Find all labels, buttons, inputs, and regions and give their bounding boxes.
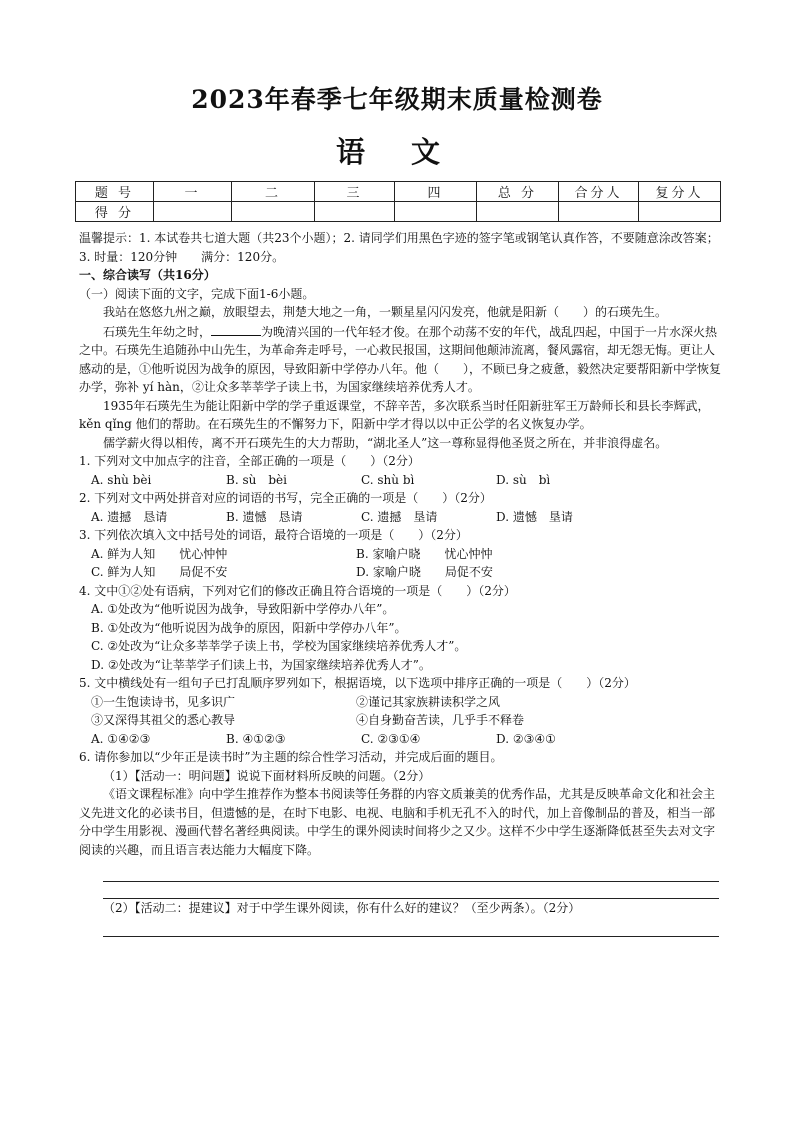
question-3-options-row-2 <box>79 563 721 582</box>
notice-text: 温馨提示：1. 本试卷共七道大题（共23个小题）；2. 请同学们用黑色字迹的签字笔或钢笔认真作答，不要随意涂改答案；3. 时量：120分钟 满分：120分。 <box>79 231 719 264</box>
option: B. ④①②③ <box>226 731 286 746</box>
score-header-cell: 复分人 <box>639 182 721 202</box>
question-5-items-row-1 <box>79 693 721 712</box>
answer-line[interactable] <box>103 865 719 882</box>
option: D. 遗憾 垦请 <box>496 509 573 524</box>
score-cell[interactable] <box>477 202 559 222</box>
question-2: 2. 下列对文中两处拼音对应的词语的书写，完全正确的一项是（ ）（2分） <box>79 491 492 505</box>
question-5-options <box>79 730 721 749</box>
question-2-options <box>79 508 721 527</box>
question-1: 1. 下列对文中加点字的注音，全部正确的一项是（ ）（2分） <box>79 454 420 468</box>
score-header-cell: 三 <box>315 182 395 202</box>
option: D. ②③④① <box>496 731 556 746</box>
sentence-item: ④自身勤奋苦读，几乎手不释卷 <box>356 713 525 727</box>
passage-paragraph-2 <box>79 322 721 397</box>
score-header-cell: 一 <box>154 182 232 202</box>
exam-title: 2023年春季七年级期末质量检测卷 <box>191 85 603 114</box>
question-6: 6. 请你参加以“少年正是读书时”为主题的综合性学习活动，并完成后面的题目。 <box>79 750 503 764</box>
option: A. 鲜为人知 忧心忡忡 <box>91 546 228 561</box>
score-table-score-row <box>76 202 721 222</box>
option: D. ②处改为“让莘莘学子们读上书，为国家继续培养优秀人才”。 <box>91 657 431 672</box>
section-heading: 一、综合读写（共16分） <box>79 268 216 282</box>
question-6-part-1: （1）【活动一：明问题】说说下面材料所反映的问题。（2分） <box>103 768 431 783</box>
sentence-item: ①一生饱读诗书，见多识广 <box>91 694 236 709</box>
option: A. ①④②③ <box>91 731 151 746</box>
option: B. ①处改为“他听说因为战争的原因，阳新中学停办八年”。 <box>91 620 407 635</box>
option: A. ①处改为“他听说因为战争，导致阳新中学停办八年”。 <box>91 602 395 616</box>
question-3: 3. 下列依次填入文中括号处的词语，最符合语境的一项是（ ）（2分） <box>79 528 468 542</box>
score-header-cell: 四 <box>395 182 477 202</box>
option: C. 遗撼 垦请 <box>361 509 438 524</box>
score-header-cell: 总 分 <box>477 182 559 202</box>
question-5-items-row-2 <box>79 711 721 730</box>
passage-paragraph-4: 儒学薪火得以相传，离不开石瑛先生的大力帮助，“湖北圣人”这一尊称显得他圣贤之所在，并非浪得虚名。 <box>103 435 668 450</box>
option: C. ②处改为“让众多莘莘学子读上书，学校为国家继续培养优秀人才”。 <box>91 639 467 653</box>
question-3-options-row-1 <box>79 545 721 564</box>
fill-blank-line <box>211 322 261 336</box>
option: C. shù bì <box>361 472 415 487</box>
score-header-cell: 题 号 <box>76 182 154 202</box>
option: C. 鲜为人知 局促不安 <box>91 565 228 579</box>
passage-text: 石瑛先生年幼之时， <box>103 324 212 339</box>
question-5: 5. 文中横线处有一组句子已打乱顺序罗列如下，根据语境，以下选项中排序正确的一项是（ ）（2分） <box>79 676 636 690</box>
answer-line[interactable] <box>103 882 719 899</box>
score-row-label: 得 分 <box>76 202 154 222</box>
passage-paragraph-1: 我站在悠悠九州之巅，放眼望去，荆楚大地之一角，一颗星星闪闪发亮，他就是阳新（ ）的石瑛先生。 <box>103 305 668 319</box>
option: B. 遗憾 恳请 <box>226 509 303 524</box>
sentence-item: ③又深得其祖父的悉心教导 <box>91 713 236 727</box>
passage-paragraph-3: 1935年石瑛先生为能让阳新中学的学子重返课堂，不辞辛苦，多次联系当时任阳新驻军王万龄师长和县长李辉武，kěn qǐng 他们的帮助。在石瑛先生的不懈努力下，阳新中学才得以以中正公学的名义恢复办学。 <box>79 398 710 431</box>
score-cell[interactable] <box>315 202 395 222</box>
question-4: 4. 文中①②处有语病，下列对它们的修改正确且符合语境的一项是（ ）（2分） <box>79 583 516 598</box>
question-6-part-2: （2）【活动二：提建议】对于中学生课外阅读，你有什么好的建议？（至少两条）。（2分） <box>103 901 581 915</box>
score-header-cell: 合分人 <box>559 182 639 202</box>
section-sub-heading: （一）阅读下面的文字，完成下面1-6小题。 <box>79 286 315 301</box>
option: B. 家喻户晓 忧心忡忡 <box>356 546 493 561</box>
score-cell[interactable] <box>154 202 232 222</box>
option: A. shù bèi <box>91 472 152 487</box>
score-cell[interactable] <box>559 202 639 222</box>
score-cell[interactable] <box>232 202 315 222</box>
score-table-header-row <box>76 182 721 202</box>
option: A. 遗撼 恳请 <box>91 509 168 524</box>
exam-content <box>79 229 721 937</box>
question-6-material: 《语文课程标准》向中学生推荐作为整本书阅读等任务群的内容文质兼美的优秀作品，尤其是反映革命文化和社会主义先进文化的必读书目，但遗憾的是，在时下电影、电视、电脑和手机无孔不入的时代，加上音像制品的普及，相当一部分中学生用影视、漫画代替名著经典阅读。中学生的课外阅读时间将少之又少。这样不少中学生逐渐降低甚至失去对文字阅读的兴趣，而且语言表达能力大幅度下降。 <box>79 787 716 857</box>
question-1-options <box>79 471 721 490</box>
option: B. sù bèi <box>226 472 287 487</box>
score-header-cell: 二 <box>232 182 315 202</box>
answer-line[interactable] <box>103 920 719 937</box>
score-cell[interactable] <box>395 202 477 222</box>
sentence-item: ②谨记其家族耕读积学之风 <box>356 694 501 709</box>
subject-title: 语 文 <box>335 135 459 169</box>
passage-text: 为晚清兴国的一代年轻才俊。在那个动荡不安的年代，战乱四起，中国于一片水深火热之中。石瑛先生追随孙中山先生，为革命奔走呼号，一心救民报国，这期间他颠沛流离，餐风露宿，却无怨无悔。更让人感动的是，①他听说因为战争的原因，导致阳新中学停办八年。他（ ），不顾已身之疲惫，毅然决定要帮阳新中学恢复办学，弥补 yí hàn，②让众多莘莘学子读上书，为国家继续培养优秀人才。 <box>79 324 722 394</box>
score-cell[interactable] <box>639 202 721 222</box>
option: C. ②③①④ <box>361 731 421 746</box>
option: D. 家喻户晓 局促不安 <box>356 565 493 579</box>
option: D. sù bì <box>496 472 551 487</box>
score-table <box>75 181 721 222</box>
